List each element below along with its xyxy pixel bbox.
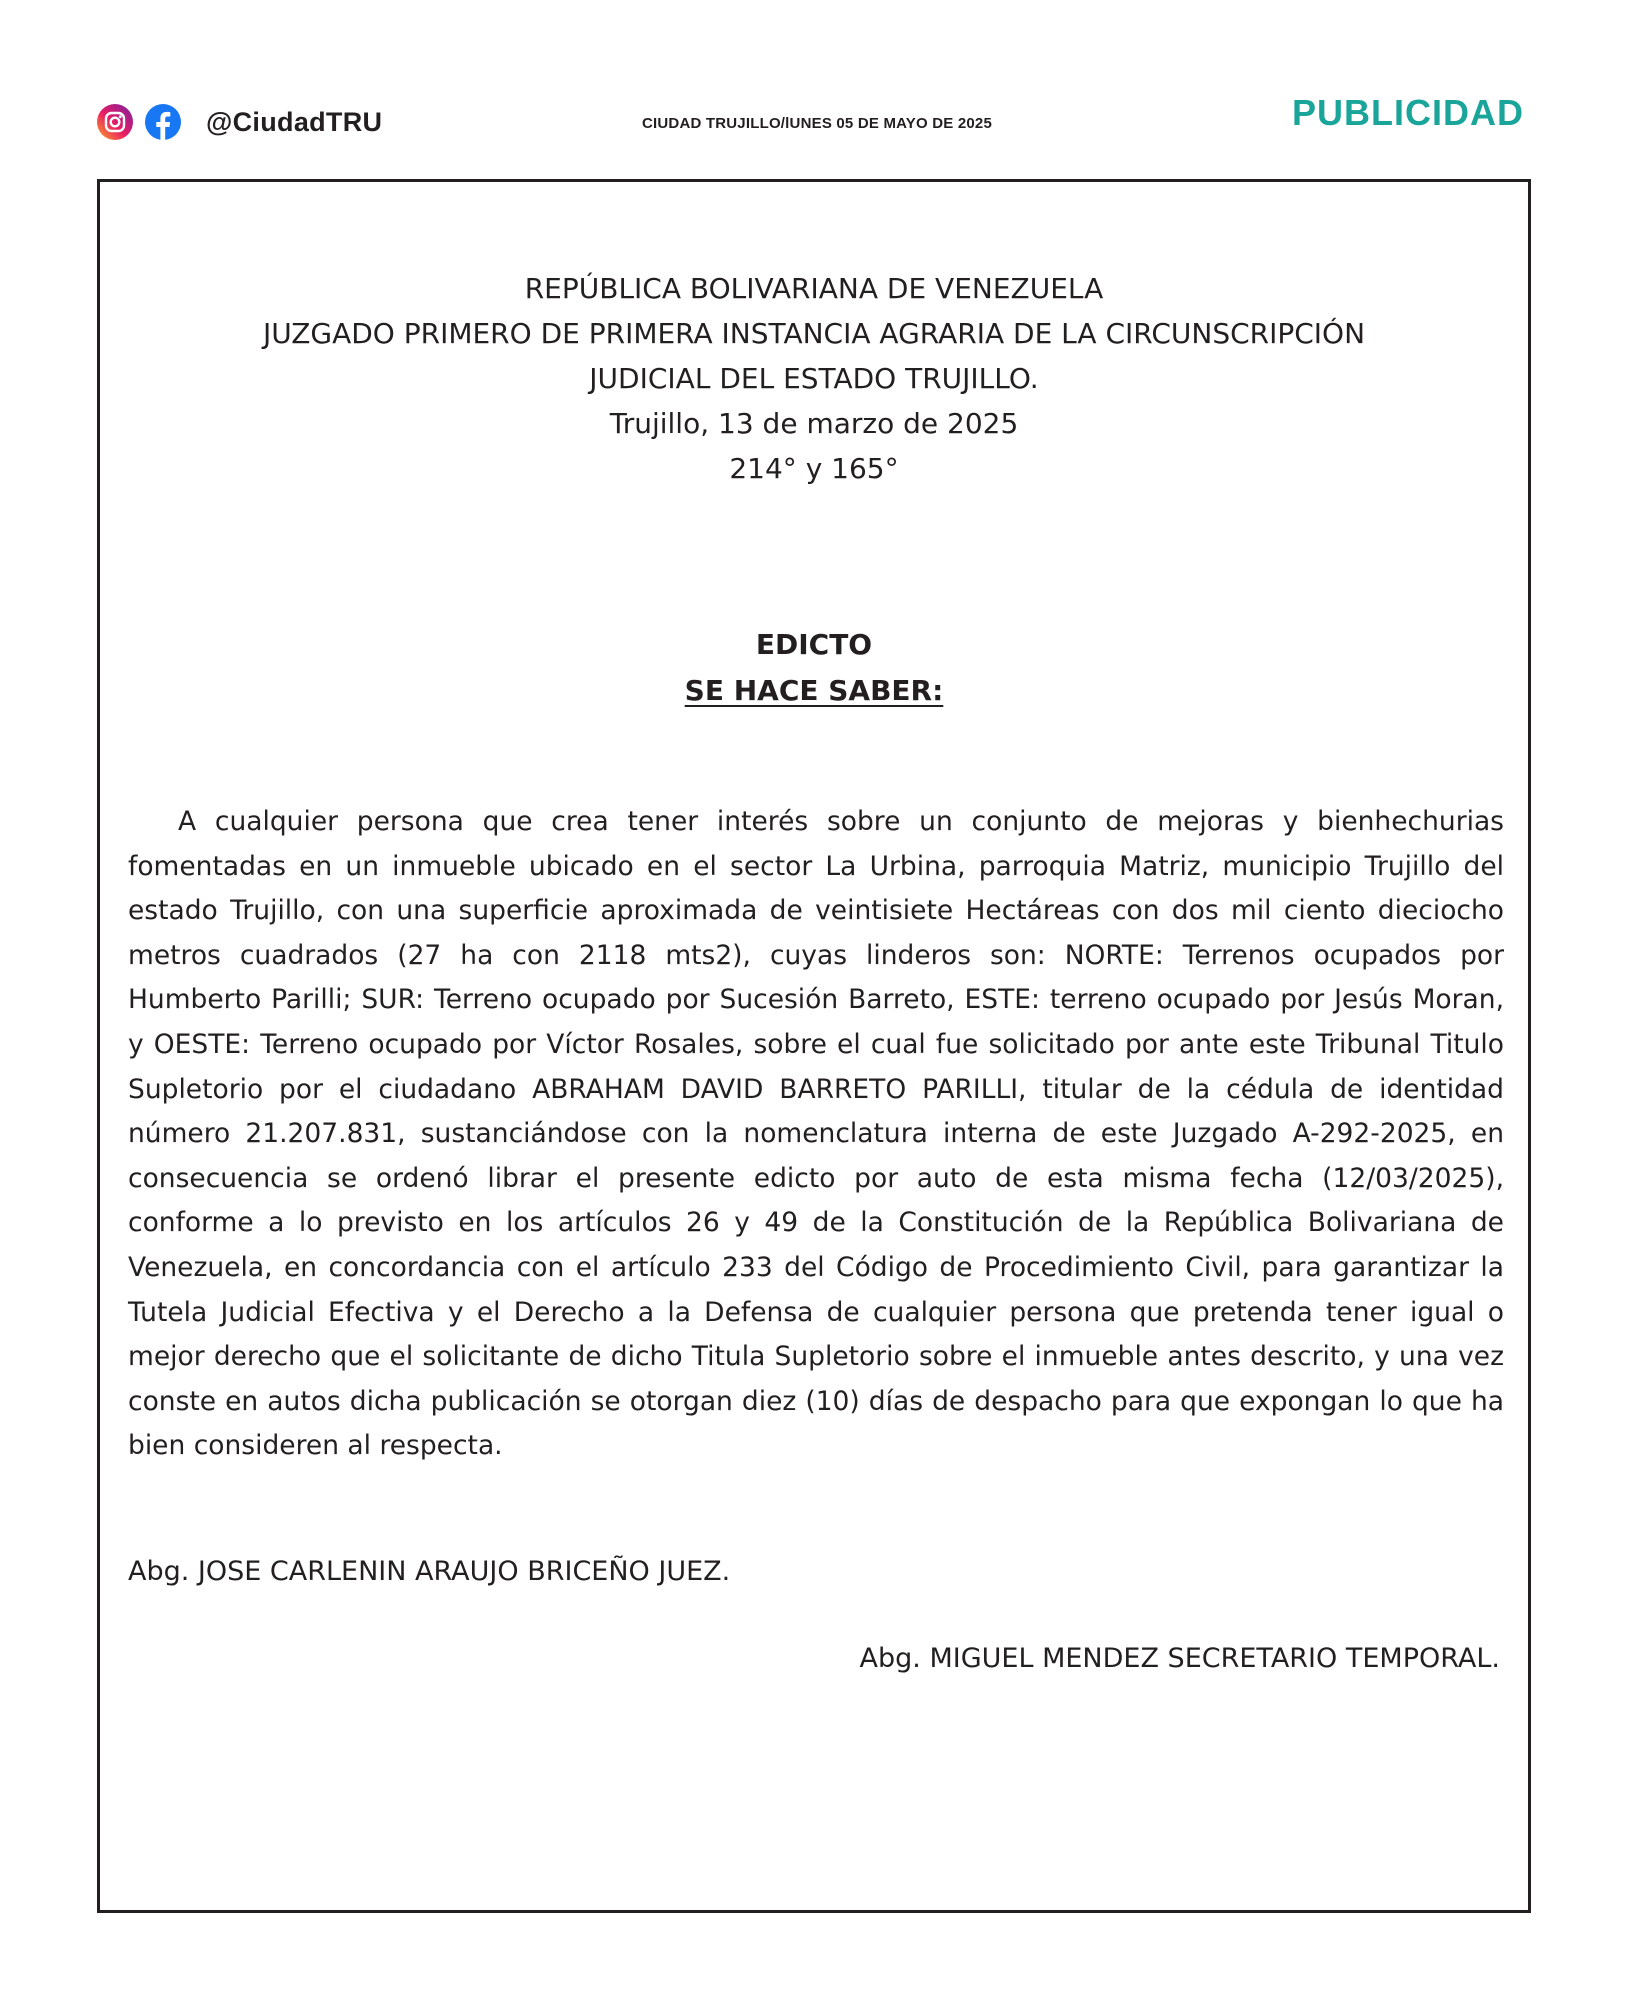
court-header <box>100 266 1528 491</box>
header-line-years: 214° y 165° <box>729 452 899 485</box>
page-header <box>0 0 1634 170</box>
edict-body <box>128 800 1504 1469</box>
edict-title-block <box>100 622 1528 714</box>
edict-subtitle: SE HACE SABER: <box>684 674 944 707</box>
dateline: CIUDAD TRUJILLO/lUNES 05 DE MAYO DE 2025 <box>641 115 993 132</box>
header-line-jurisdiction: JUDICIAL DEL ESTADO TRUJILLO. <box>589 362 1039 395</box>
social-handle[interactable]: @CiudadTRU <box>206 106 383 137</box>
header-line-date: Trujillo, 13 de marzo de 2025 <box>609 407 1019 440</box>
edict-box <box>97 179 1531 1913</box>
secretary-signature: Abg. MIGUEL MENDEZ SECRETARIO TEMPORAL. <box>859 1643 1500 1674</box>
edict-paragraph: A cualquier persona que crea tener interés sobre un conjunto de mejoras y bienhechurias fomentadas en un inmueble ubicado en el sector La Urbina, parroquia Matriz, municipio Trujillo del estado Trujillo, con una superficie aproximada de veintisiete Hectáreas con dos mil ciento dieciocho metros cuadrados (27 ha con 2118 mts2), cuyas linderos son: NORTE: Terrenos ocupados por Humberto Parilli; SUR: Terreno ocupado por Sucesión Barreto, ESTE: terreno ocupado por Jesús Moran, y OESTE: Terreno ocupado por Víctor Rosales, sobre el cual fue solicitado por ante este Tribunal Titulo Supletorio por el ciudadano ABRAHAM DAVID BARRETO PARILLI, titular de la cédula de identidad número 21.207.831, sustanciándose con la nomenclatura interna de este Juzgado A-292-2025, en consecuencia se ordenó librar el presente edicto por auto de esta misma fecha (12/03/2025), conforme a lo previsto en los artículos 26 y 49 de la Constitución de la República Bolivariana de Venezuela, en concordancia con el artículo 233 del Código de Procedimiento Civil, para garantizar la Tutela Judicial Efectiva y el Derecho a la Defensa de cualquier persona que pretenda tener igual o mejor derecho que el solicitante de dicho Titula Supletorio sobre el inmueble antes descrito, y una vez conste en autos dicha publicación se otorgan diez (10) días de despacho para que expongan lo que ha bien consideren al respecta. <box>128 806 1504 1462</box>
judge-signature: Abg. JOSE CARLENIN ARAUJO BRICEÑO JUEZ. <box>128 1556 731 1587</box>
edict-title: EDICTO <box>755 628 873 661</box>
header-line-country: REPÚBLICA BOLIVARIANA DE VENEZUELA <box>524 272 1104 305</box>
header-line-court: JUZGADO PRIMERO DE PRIMERA INSTANCIA AGRARIA DE LA CIRCUNSCRIPCIÓN <box>262 317 1366 350</box>
section-label: PUBLICIDAD <box>1292 92 1524 133</box>
